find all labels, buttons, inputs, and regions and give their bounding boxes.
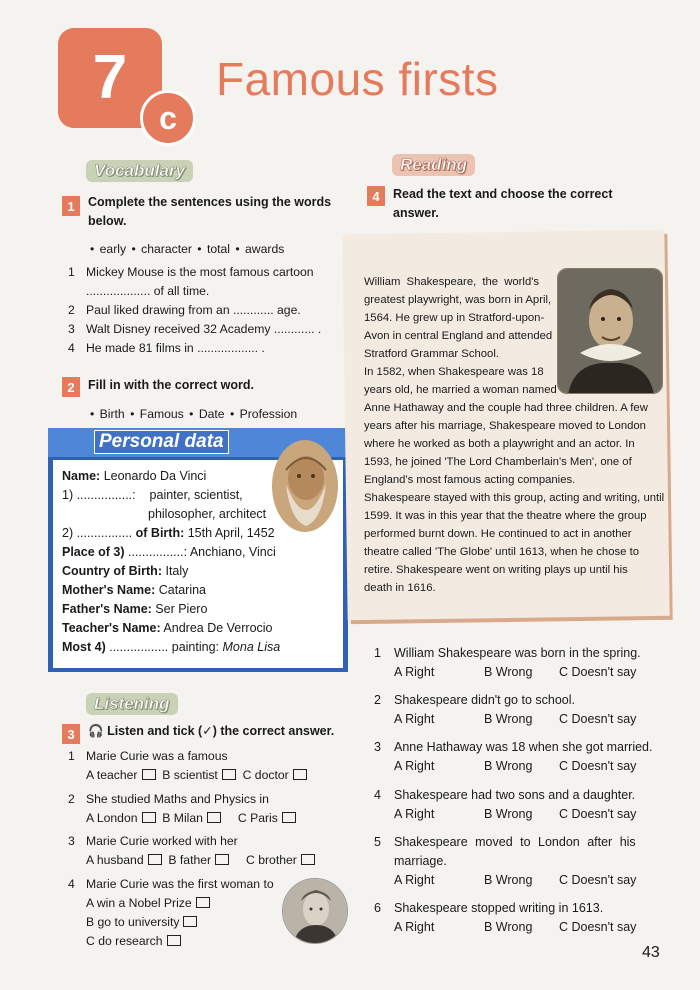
answer-options: A teacher B scientist C doctor	[86, 767, 307, 784]
pd-painting: Most 4) ................. painting: Mona Lisa	[62, 640, 281, 654]
question-item: 2 Shakespeare didn't go to school.	[374, 693, 575, 707]
leonardo-portrait	[272, 440, 338, 532]
exercise-instruction: Fill in with the correct word.	[88, 378, 254, 392]
list-item: 4 Marie Curie was the first woman to	[68, 877, 274, 891]
list-item: ................... of all time.	[86, 284, 210, 298]
reading-line: death in 1616.	[364, 582, 436, 594]
checkbox[interactable]	[196, 897, 210, 908]
reading-line: Anne Hathaway and the couple had three children. A few	[364, 402, 648, 414]
checkbox[interactable]	[293, 769, 307, 780]
exercise-number: 1	[62, 196, 80, 216]
pd-birth-place: Place of 3) ................: Anchiano, Vinci	[62, 545, 276, 559]
reading-line: 1599. It was in this year that the theatre where the group	[364, 510, 647, 522]
reading-line: theatre called 'The Globe' until 1613, when he chose to	[364, 546, 639, 558]
reading-line: William Shakespeare, the world's	[364, 276, 540, 288]
word-bank: • Birth • Famous • Date • Profession	[90, 407, 298, 421]
answer-options: A husband B father C brother	[86, 852, 315, 869]
reading-line: In 1582, when Shakespeare was 18	[364, 366, 544, 378]
pd-name: Name: Leonardo Da Vinci	[62, 469, 207, 483]
exercise-number: 2	[62, 377, 80, 397]
answer-options: A London B Milan C Paris	[86, 810, 296, 827]
checkbox[interactable]	[183, 916, 197, 927]
pd-country: Country of Birth: Italy	[62, 564, 189, 578]
pd-profession: 1) ................: painter, scientist,	[62, 488, 243, 502]
exercise-instruction: Complete the sentences using the words	[88, 195, 332, 209]
checkbox[interactable]	[301, 854, 315, 865]
reading-line: Avon in central England and attended	[364, 330, 553, 342]
checkbox[interactable]	[142, 769, 156, 780]
answer-options: A Right B Wrong C Doesn't say	[394, 759, 637, 773]
page-title: Famous firsts	[216, 53, 499, 105]
exercise-instruction: answer.	[393, 206, 439, 220]
question-item: 5 Shakespeare moved to London after his	[374, 835, 636, 849]
unit-number-badge: 7	[58, 28, 162, 128]
reading-line: retire. Shakespeare went on writing plays up until his	[364, 564, 628, 576]
question-item: 1 William Shakespeare was born in the spring.	[374, 646, 641, 660]
reading-line: years after his marriage, Shakespeare moved to London	[364, 420, 646, 432]
listening-heading: Listening	[86, 693, 178, 715]
checkbox[interactable]	[207, 812, 221, 823]
lesson-letter-badge: c	[140, 90, 196, 146]
list-item: 1 Marie Curie was a famous	[68, 749, 228, 763]
checkbox[interactable]	[142, 812, 156, 823]
exercise-instruction: Read the text and choose the correct	[393, 187, 613, 201]
answer-options: A Right B Wrong C Doesn't say	[394, 807, 637, 821]
shakespeare-portrait	[557, 268, 663, 394]
exercise-number: 3	[62, 724, 80, 744]
question-item: 4 Shakespeare had two sons and a daughter.	[374, 788, 636, 802]
list-item: 4 He made 81 films in .................. .	[68, 341, 265, 355]
exercise-number: 4	[367, 186, 385, 206]
checkbox[interactable]	[148, 854, 162, 865]
list-item: 3 Walt Disney received 32 Academy ............ .	[68, 322, 322, 336]
list-item: 1 Mickey Mouse is the most famous cartoon	[68, 265, 314, 279]
page-number: 43	[642, 944, 660, 961]
vocabulary-heading: Vocabulary	[86, 160, 193, 182]
answer-options: A Right B Wrong C Doesn't say	[394, 873, 637, 887]
reading-line: where he worked as both a playwright and an actor. In	[364, 438, 635, 450]
exercise-instruction: 🎧 Listen and tick (✓) the correct answer.	[88, 724, 335, 738]
reading-line: years old, he married a woman named	[364, 384, 557, 396]
reading-line: Shakespeare stayed with this group, acting and writing, until	[364, 492, 665, 504]
answer-options: A Right B Wrong C Doesn't say	[394, 920, 637, 934]
answer-option: A win a Nobel Prize	[86, 895, 210, 912]
pd-father: Father's Name: Ser Piero	[62, 602, 208, 616]
list-item: 2 Paul liked drawing from an ............ age.	[68, 303, 301, 317]
reading-line: performed burnt down. He continued to act in another	[364, 528, 632, 540]
list-item: 2 She studied Maths and Physics in	[68, 792, 269, 806]
answer-option: B go to university	[86, 914, 197, 931]
reading-line: 1593, he joined 'The Lord Chamberlain's Men', one of	[364, 456, 632, 468]
reading-line: greatest playwright, was born in April,	[364, 294, 552, 306]
reading-line: England's most famous acting companies.	[364, 474, 576, 486]
question-item: 6 Shakespeare stopped writing in 1613.	[374, 901, 604, 915]
checkbox[interactable]	[215, 854, 229, 865]
checkbox[interactable]	[222, 769, 236, 780]
word-bank: • early • character • total • awards	[90, 242, 285, 256]
list-item: 3 Marie Curie worked with her	[68, 834, 238, 848]
reading-line: 1564. He grew up in Stratford-upon-	[364, 312, 545, 324]
answer-options: A Right B Wrong C Doesn't say	[394, 712, 637, 726]
marie-curie-portrait	[282, 878, 348, 944]
reading-heading: Reading	[392, 154, 475, 176]
checkbox[interactable]	[282, 812, 296, 823]
exercise-instruction: below.	[88, 214, 127, 228]
question-item-cont: marriage.	[394, 854, 447, 868]
checkbox[interactable]	[167, 935, 181, 946]
pd-teacher: Teacher's Name: Andrea De Verrocio	[62, 621, 273, 635]
pd-birth-date: 2) ................ of Birth: 15th April, 1452	[62, 526, 275, 540]
headphones-icon: 🎧	[88, 724, 104, 738]
answer-option: C do research	[86, 933, 181, 950]
answer-options: A Right B Wrong C Doesn't say	[394, 665, 637, 679]
pd-profession-cont: philosopher, architect	[148, 507, 267, 521]
personal-data-title: Personal data	[94, 430, 229, 454]
reading-line: Stratford Grammar School.	[364, 348, 499, 360]
pd-mother: Mother's Name: Catarina	[62, 583, 207, 597]
question-item: 3 Anne Hathaway was 18 when she got married.	[374, 740, 653, 754]
